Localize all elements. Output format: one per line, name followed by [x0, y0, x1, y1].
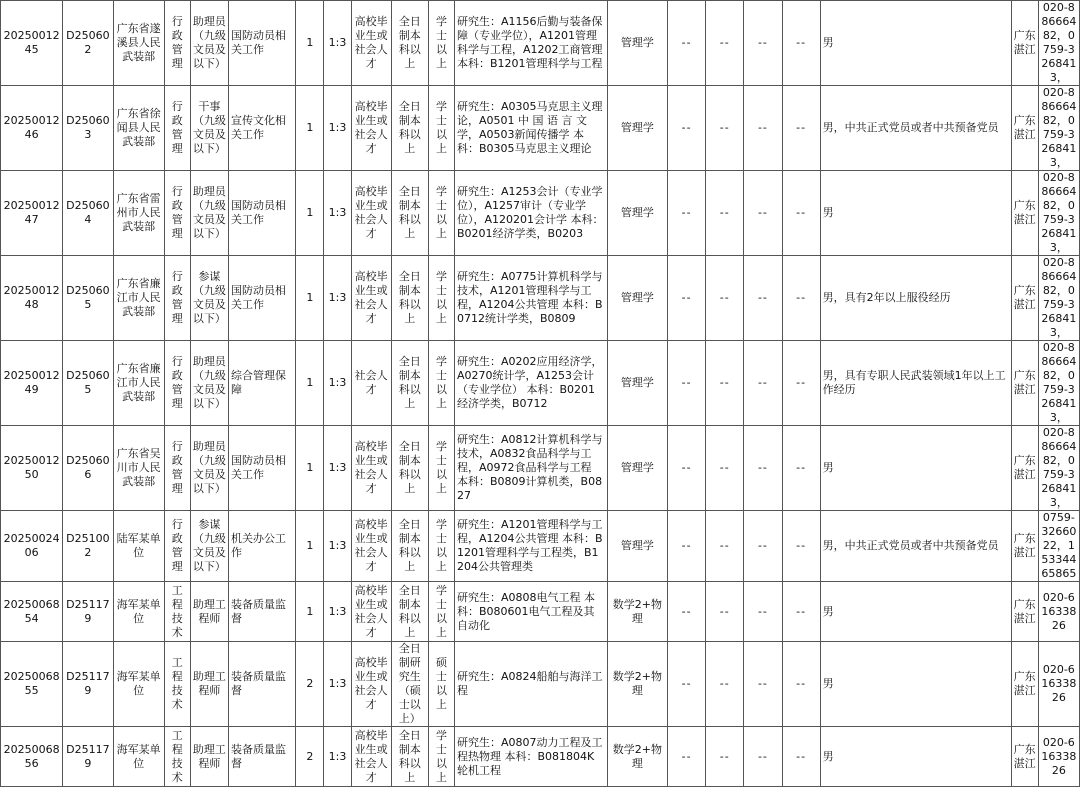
category-cell: 行政管理 — [164, 341, 190, 426]
headcount-cell: 1 — [296, 171, 324, 256]
position-code-cell: 2025001245 — [1, 1, 63, 86]
dash-cell: -- — [667, 582, 705, 642]
dash-cell: -- — [706, 1, 744, 86]
duty-cell: 装备质量监督 — [229, 582, 296, 642]
position-code-cell: 2025002406 — [1, 511, 63, 582]
headcount-cell: 1 — [296, 582, 324, 642]
unit-name-cell: 广东省吴川市人民武装部 — [113, 426, 164, 511]
ratio-cell: 1:3 — [324, 341, 351, 426]
other-requirements-cell: 男 — [820, 426, 1011, 511]
rank-cell: 参谋（九级文员及以下） — [190, 256, 228, 341]
duty-cell: 国防动员相关工作 — [229, 426, 296, 511]
dash-cell: -- — [744, 426, 782, 511]
major-cell: 研究生：A0812计算机科学与技术，A0832食品科学与工程，A0972食品科学与工程 本科：B0809计算机类，B0827 — [455, 426, 608, 511]
dash-cell: -- — [667, 341, 705, 426]
rank-cell: 助理工程师 — [190, 642, 228, 727]
location-cell: 广东湛江 — [1011, 1, 1038, 86]
exam-subject-cell: 管理学 — [607, 341, 667, 426]
table-row — [1, 642, 1080, 727]
ratio-cell: 1:3 — [324, 426, 351, 511]
dash-cell: -- — [744, 582, 782, 642]
duty-cell: 国防动员相关工作 — [229, 256, 296, 341]
dash-cell: -- — [744, 341, 782, 426]
phone-cell: 020-61633826 — [1038, 642, 1079, 727]
ratio-cell: 1:3 — [324, 582, 351, 642]
source-cell: 高校毕业生或社会人才 — [351, 426, 391, 511]
table-row — [1, 727, 1080, 787]
ratio-cell: 1:3 — [324, 1, 351, 86]
dash-cell: -- — [744, 727, 782, 787]
table-row — [1, 171, 1080, 256]
location-cell: 广东湛江 — [1011, 727, 1038, 787]
degree-cell: 学士以上 — [428, 341, 454, 426]
major-cell: 研究生：A0808电气工程 本科：B080601电气工程及其自动化 — [455, 582, 608, 642]
dash-cell: -- — [706, 256, 744, 341]
education-cell: 全日制本科以上 — [391, 727, 428, 787]
degree-cell: 学士以上 — [428, 727, 454, 787]
education-cell: 全日制本科以上 — [391, 341, 428, 426]
other-requirements-cell: 男 — [820, 171, 1011, 256]
position-code-cell: 2025001247 — [1, 171, 63, 256]
ratio-cell: 1:3 — [324, 86, 351, 171]
table-body — [1, 1, 1080, 787]
dash-cell: -- — [782, 341, 820, 426]
job-code-cell: D250605 — [63, 256, 113, 341]
location-cell: 广东湛江 — [1011, 582, 1038, 642]
phone-cell: 020-88666482，0759-3268413， — [1038, 426, 1079, 511]
degree-cell: 学士以上 — [428, 256, 454, 341]
job-code-cell: D251179 — [63, 582, 113, 642]
major-cell: 研究生：A1253会计（专业学位），A1257审计（专业学位），A120201会计学 本科：B0201经济学类，B0203 — [455, 171, 608, 256]
rank-cell: 助理员（九级文员及以下） — [190, 171, 228, 256]
dash-cell: -- — [706, 582, 744, 642]
category-cell: 工程技术 — [164, 582, 190, 642]
rank-cell: 助理员（九级文员及以下） — [190, 1, 228, 86]
dash-cell: -- — [744, 171, 782, 256]
dash-cell: -- — [667, 727, 705, 787]
phone-cell: 020-88666482，0759-3268413， — [1038, 171, 1079, 256]
location-cell: 广东湛江 — [1011, 426, 1038, 511]
source-cell: 高校毕业生或社会人才 — [351, 256, 391, 341]
job-code-cell: D251002 — [63, 511, 113, 582]
exam-subject-cell: 管理学 — [607, 256, 667, 341]
ratio-cell: 1:3 — [324, 642, 351, 727]
headcount-cell: 2 — [296, 727, 324, 787]
table-row — [1, 1, 1080, 86]
dash-cell: -- — [706, 642, 744, 727]
dash-cell: -- — [706, 341, 744, 426]
major-cell: 研究生：A1156后勤与装备保障（专业学位），A1201管理科学与工程，A1202工商管理 本科：B1201管理科学与工程 — [455, 1, 608, 86]
education-cell: 全日制本科以上 — [391, 426, 428, 511]
education-cell: 全日制本科以上 — [391, 1, 428, 86]
other-requirements-cell: 男 — [820, 727, 1011, 787]
degree-cell: 学士以上 — [428, 1, 454, 86]
phone-cell: 020-88666482，0759-3268413， — [1038, 1, 1079, 86]
job-code-cell: D250602 — [63, 1, 113, 86]
headcount-cell: 2 — [296, 642, 324, 727]
unit-name-cell: 广东省廉江市人民武装部 — [113, 341, 164, 426]
headcount-cell: 1 — [296, 256, 324, 341]
education-cell: 全日制本科以上 — [391, 86, 428, 171]
major-cell: 研究生：A0824船舶与海洋工程 — [455, 642, 608, 727]
degree-cell: 学士以上 — [428, 582, 454, 642]
table-row — [1, 582, 1080, 642]
dash-cell: -- — [782, 426, 820, 511]
location-cell: 广东湛江 — [1011, 341, 1038, 426]
phone-cell: 020-88666482，0759-3268413， — [1038, 341, 1079, 426]
ratio-cell: 1:3 — [324, 256, 351, 341]
location-cell: 广东湛江 — [1011, 171, 1038, 256]
table-row — [1, 86, 1080, 171]
category-cell: 行政管理 — [164, 511, 190, 582]
dash-cell: -- — [744, 511, 782, 582]
ratio-cell: 1:3 — [324, 727, 351, 787]
duty-cell: 宣传文化相关工作 — [229, 86, 296, 171]
position-code-cell: 2025001249 — [1, 341, 63, 426]
job-code-cell: D250606 — [63, 426, 113, 511]
degree-cell: 硕士以上 — [428, 642, 454, 727]
dash-cell: -- — [706, 727, 744, 787]
degree-cell: 学士以上 — [428, 171, 454, 256]
unit-name-cell: 海军某单位 — [113, 727, 164, 787]
rank-cell: 助理员（九级文员及以下） — [190, 341, 228, 426]
exam-subject-cell: 数学2+物理 — [607, 727, 667, 787]
dash-cell: -- — [706, 86, 744, 171]
position-code-cell: 2025001246 — [1, 86, 63, 171]
education-cell: 全日制本科以上 — [391, 171, 428, 256]
unit-name-cell: 海军某单位 — [113, 582, 164, 642]
dash-cell: -- — [667, 426, 705, 511]
exam-subject-cell: 管理学 — [607, 1, 667, 86]
major-cell: 研究生：A0202应用经济学，A0270统计学，A1253会计（专业学位） 本科：B0201经济学类，B0712 — [455, 341, 608, 426]
category-cell: 行政管理 — [164, 86, 190, 171]
dash-cell: -- — [706, 426, 744, 511]
other-requirements-cell: 男 — [820, 642, 1011, 727]
duty-cell: 国防动员相关工作 — [229, 171, 296, 256]
position-code-cell: 2025006856 — [1, 727, 63, 787]
major-cell: 研究生：A0775计算机科学与技术，A1201管理科学与工程，A1204公共管理 本科：B0712统计学类，B0809 — [455, 256, 608, 341]
headcount-cell: 1 — [296, 426, 324, 511]
category-cell: 行政管理 — [164, 171, 190, 256]
category-cell: 行政管理 — [164, 256, 190, 341]
table-row — [1, 511, 1080, 582]
dash-cell: -- — [782, 511, 820, 582]
duty-cell: 国防动员相关工作 — [229, 1, 296, 86]
dash-cell: -- — [744, 256, 782, 341]
unit-name-cell: 广东省廉江市人民武装部 — [113, 256, 164, 341]
phone-cell: 020-61633826 — [1038, 582, 1079, 642]
location-cell: 广东湛江 — [1011, 86, 1038, 171]
dash-cell: -- — [667, 86, 705, 171]
table-row — [1, 426, 1080, 511]
headcount-cell: 1 — [296, 86, 324, 171]
duty-cell: 综合管理保障 — [229, 341, 296, 426]
degree-cell: 学士以上 — [428, 86, 454, 171]
rank-cell: 干事（九级文员及以下） — [190, 86, 228, 171]
location-cell: 广东湛江 — [1011, 511, 1038, 582]
position-code-cell: 2025001250 — [1, 426, 63, 511]
other-requirements-cell: 男，中共正式党员或者中共预备党员 — [820, 511, 1011, 582]
education-cell: 全日制本科以上 — [391, 582, 428, 642]
degree-cell: 学士以上 — [428, 426, 454, 511]
source-cell: 高校毕业生或社会人才 — [351, 642, 391, 727]
unit-name-cell: 广东省遂溪县人民武装部 — [113, 1, 164, 86]
dash-cell: -- — [744, 642, 782, 727]
dash-cell: -- — [706, 511, 744, 582]
source-cell: 高校毕业生或社会人才 — [351, 86, 391, 171]
source-cell: 高校毕业生或社会人才 — [351, 171, 391, 256]
major-cell: 研究生：A0305马克思主义理论，A0501 中 国 语 言 文学，A0503新闻传播学 本科：B0305马克思主义理论 — [455, 86, 608, 171]
exam-subject-cell: 数学2+物理 — [607, 582, 667, 642]
dash-cell: -- — [782, 171, 820, 256]
phone-cell: 0759-3266022，15334465865 — [1038, 511, 1079, 582]
source-cell: 高校毕业生或社会人才 — [351, 727, 391, 787]
exam-subject-cell: 管理学 — [607, 86, 667, 171]
dash-cell: -- — [667, 171, 705, 256]
education-cell: 全日制研究生（硕士以上） — [391, 642, 428, 727]
other-requirements-cell: 男，具有专职人民武装领域1年以上工作经历 — [820, 341, 1011, 426]
source-cell: 高校毕业生或社会人才 — [351, 511, 391, 582]
category-cell: 工程技术 — [164, 727, 190, 787]
table-row — [1, 341, 1080, 426]
unit-name-cell: 广东省徐闻县人民武装部 — [113, 86, 164, 171]
dash-cell: -- — [706, 171, 744, 256]
job-code-cell: D250603 — [63, 86, 113, 171]
ratio-cell: 1:3 — [324, 511, 351, 582]
category-cell: 行政管理 — [164, 1, 190, 86]
position-code-cell: 2025006854 — [1, 582, 63, 642]
education-cell: 全日制本科以上 — [391, 256, 428, 341]
degree-cell: 学士以上 — [428, 511, 454, 582]
other-requirements-cell: 男 — [820, 1, 1011, 86]
duty-cell: 装备质量监督 — [229, 727, 296, 787]
dash-cell: -- — [782, 582, 820, 642]
headcount-cell: 1 — [296, 1, 324, 86]
headcount-cell: 1 — [296, 511, 324, 582]
rank-cell: 助理员（九级文员及以下） — [190, 426, 228, 511]
job-code-cell: D251179 — [63, 727, 113, 787]
source-cell: 高校毕业生或社会人才 — [351, 1, 391, 86]
dash-cell: -- — [667, 511, 705, 582]
position-code-cell: 2025001248 — [1, 256, 63, 341]
exam-subject-cell: 管理学 — [607, 426, 667, 511]
major-cell: 研究生：A0807动力工程及工程热物理 本科：B081804K轮机工程 — [455, 727, 608, 787]
phone-cell: 020-61633826 — [1038, 727, 1079, 787]
position-code-cell: 2025006855 — [1, 642, 63, 727]
source-cell: 社会人才 — [351, 341, 391, 426]
dash-cell: -- — [744, 1, 782, 86]
category-cell: 行政管理 — [164, 426, 190, 511]
phone-cell: 020-88666482，0759-3268413， — [1038, 256, 1079, 341]
exam-subject-cell: 管理学 — [607, 511, 667, 582]
dash-cell: -- — [667, 1, 705, 86]
dash-cell: -- — [667, 256, 705, 341]
dash-cell: -- — [782, 642, 820, 727]
unit-name-cell: 陆军某单位 — [113, 511, 164, 582]
other-requirements-cell: 男，中共正式党员或者中共预备党员 — [820, 86, 1011, 171]
dash-cell: -- — [782, 1, 820, 86]
location-cell: 广东湛江 — [1011, 256, 1038, 341]
job-code-cell: D250604 — [63, 171, 113, 256]
major-cell: 研究生：A1201管理科学与工程，A1204公共管理 本科：B1201管理科学与工程类，B1204公共管理类 — [455, 511, 608, 582]
source-cell: 高校毕业生或社会人才 — [351, 582, 391, 642]
duty-cell: 机关办公工作 — [229, 511, 296, 582]
rank-cell: 参谋（九级文员及以下） — [190, 511, 228, 582]
category-cell: 工程技术 — [164, 642, 190, 727]
dash-cell: -- — [782, 256, 820, 341]
job-code-cell: D251179 — [63, 642, 113, 727]
rank-cell: 助理工程师 — [190, 582, 228, 642]
dash-cell: -- — [744, 86, 782, 171]
other-requirements-cell: 男 — [820, 582, 1011, 642]
education-cell: 全日制本科以上 — [391, 511, 428, 582]
dash-cell: -- — [667, 642, 705, 727]
location-cell: 广东湛江 — [1011, 642, 1038, 727]
unit-name-cell: 海军某单位 — [113, 642, 164, 727]
table-row — [1, 256, 1080, 341]
headcount-cell: 1 — [296, 341, 324, 426]
exam-subject-cell: 管理学 — [607, 171, 667, 256]
ratio-cell: 1:3 — [324, 171, 351, 256]
phone-cell: 020-88666482，0759-3268413， — [1038, 86, 1079, 171]
other-requirements-cell: 男，具有2年以上服役经历 — [820, 256, 1011, 341]
job-code-cell: D250605 — [63, 341, 113, 426]
dash-cell: -- — [782, 86, 820, 171]
duty-cell: 装备质量监督 — [229, 642, 296, 727]
unit-name-cell: 广东省雷州市人民武装部 — [113, 171, 164, 256]
exam-subject-cell: 数学2+物理 — [607, 642, 667, 727]
rank-cell: 助理工程师 — [190, 727, 228, 787]
dash-cell: -- — [782, 727, 820, 787]
